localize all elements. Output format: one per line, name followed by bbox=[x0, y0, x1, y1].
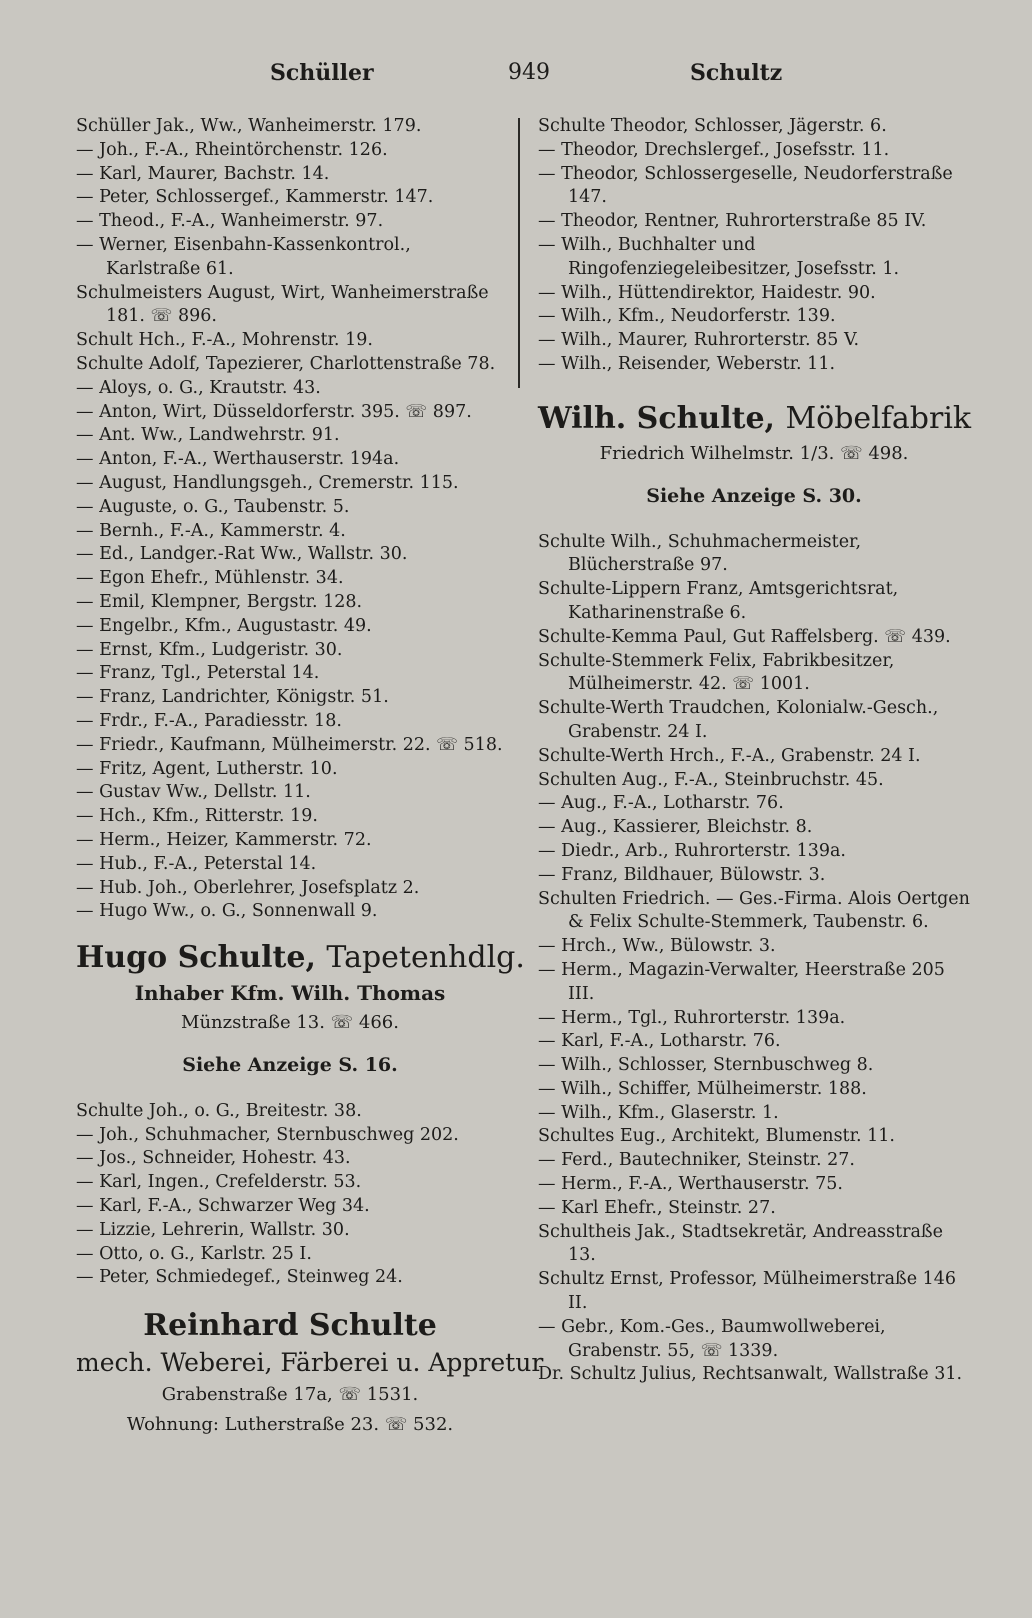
directory-entry: — Karl, F.-A., Lotharstr. 76. bbox=[538, 1031, 781, 1052]
directory-entry: — Gustav Ww., Dellstr. 11. bbox=[76, 782, 311, 803]
directory-entry: — Wilh., Kfm., Glaserstr. 1. bbox=[538, 1102, 779, 1123]
directory-entry: — Joh., Schuhmacher, Sternbuschweg 202. bbox=[76, 1124, 459, 1145]
directory-entry: — Peter, Schmiedegef., Steinweg 24. bbox=[76, 1267, 403, 1288]
ad-wilh-address: Friedrich Wilhelmstr. 1/3. ☏ 498. bbox=[599, 442, 909, 464]
ad-wilh-trade: Möbelfabrik bbox=[785, 400, 972, 436]
directory-entry: — Aloys, o. G., Krautstr. 43. bbox=[76, 377, 321, 398]
directory-entry: — Herm., Magazin-Verwalter, Heerstraße 205 III. bbox=[538, 959, 945, 1004]
directory-entry: — Frdr., F.-A., Paradiesstr. 18. bbox=[76, 710, 342, 731]
ad-hugo-see: Siehe Anzeige S. 16. bbox=[182, 1054, 398, 1077]
directory-entry: Schultz Ernst, Professor, Mülheimerstraße 146 II. bbox=[538, 1269, 957, 1314]
directory-entry: — Auguste, o. G., Taubenstr. 5. bbox=[76, 496, 350, 517]
directory-entry: — August, Handlungsgeh., Cremerstr. 115. bbox=[76, 472, 459, 493]
directory-entry: — Werner, Eisenbahn-Kassenkontrol., Karlstraße 61. bbox=[76, 234, 411, 279]
ad-wilh-name: Wilh. Schulte, bbox=[538, 400, 775, 436]
directory-entry: — Karl Ehefr., Steinstr. 27. bbox=[538, 1197, 776, 1218]
directory-entry: — Ant. Ww., Landwehrstr. 91. bbox=[76, 425, 340, 446]
directory-entry: Schulte-Werth Traudchen, Kolonialw.-Gesch., Grabenstr. 24 I. bbox=[538, 698, 939, 742]
directory-entry: Schulten Friedrich. — Ges.-Firma. Alois Oertgen & Felix Schulte-Stemmerk, Taubenstr. 6. bbox=[538, 888, 970, 933]
ad-reinhard-trade: mech. Weberei, Färberei u. Appretur bbox=[76, 1348, 544, 1378]
directory-entry: Schulten Aug., F.-A., Steinbruchstr. 45. bbox=[538, 769, 884, 790]
directory-entry: Dr. Schultz Julius, Rechtsanwalt, Wallstraße 31. bbox=[538, 1364, 963, 1385]
ad-wilh-see: Siehe Anzeige S. 30. bbox=[646, 484, 862, 507]
directory-entry: — Karl, Maurer, Bachstr. 14. bbox=[76, 163, 330, 184]
ad-hugo-address: Münzstraße 13. ☏ 466. bbox=[181, 1012, 399, 1034]
directory-entry: Schulmeisters August, Wirt, Wanheimerstraße 181. ☏ 896. bbox=[76, 282, 489, 327]
ad-hugo-schulte bbox=[76, 938, 525, 1078]
directory-entry: — Ernst, Kfm., Ludgeristr. 30. bbox=[76, 639, 343, 660]
directory-entry: — Hub. Joh., Oberlehrer, Josefsplatz 2. bbox=[76, 877, 420, 898]
directory-entry: — Hrch., Ww., Bülowstr. 3. bbox=[538, 936, 776, 957]
directory-entry: — Anton, F.-A., Werthauserstr. 194a. bbox=[76, 449, 400, 470]
page-header bbox=[0, 60, 1032, 96]
directory-entry: Schulte Joh., o. G., Breitestr. 38. bbox=[76, 1100, 362, 1121]
ad-hugo-name: Hugo Schulte, bbox=[76, 940, 316, 976]
directory-entry: — Theod., F.-A., Wanheimerstr. 97. bbox=[76, 211, 384, 232]
directory-entry: — Franz, Landrichter, Königstr. 51. bbox=[76, 687, 389, 708]
directory-entry: Schulte-Werth Hrch., F.-A., Grabenstr. 24 I. bbox=[538, 745, 921, 766]
directory-entry: — Emil, Klempner, Bergstr. 128. bbox=[76, 591, 363, 612]
directory-entry: — Theodor, Drechslergef., Josefsstr. 11. bbox=[538, 139, 890, 160]
right-column bbox=[538, 115, 970, 1387]
directory-entry: — Theodor, Rentner, Ruhrorterstraße 85 IV. bbox=[538, 211, 927, 232]
directory-entry: Schultheis Jak., Stadtsekretär, Andreasstraße 13. bbox=[538, 1221, 943, 1266]
directory-entry: — Peter, Schlossergef., Kammerstr. 147. bbox=[76, 187, 434, 208]
directory-entry: — Herm., F.-A., Werthauserstr. 75. bbox=[538, 1174, 843, 1195]
directory-entry: — Hugo Ww., o. G., Sonnenwall 9. bbox=[76, 901, 378, 922]
directory-entry: — Karl, F.-A., Schwarzer Weg 34. bbox=[76, 1196, 370, 1217]
directory-entry: — Wilh., Buchhalter und Ringofenziegeleibesitzer, Josefsstr. 1. bbox=[538, 234, 900, 279]
ad-hugo-trade: Tapetenhdlg. bbox=[326, 940, 525, 976]
directory-entry: — Karl, Ingen., Crefelderstr. 53. bbox=[76, 1172, 362, 1193]
directory-entry: — Fritz, Agent, Lutherstr. 10. bbox=[76, 758, 338, 779]
directory-entry: — Diedr., Arb., Ruhrorterstr. 139a. bbox=[538, 840, 846, 861]
directory-entry: — Anton, Wirt, Düsseldorferstr. 395. ☏ 897. bbox=[76, 401, 472, 422]
directory-entry: Schulte-Kemma Paul, Gut Raffelsberg. ☏ 439. bbox=[538, 626, 951, 647]
ad-reinhard-address: Grabenstraße 17a, ☏ 1531. bbox=[161, 1384, 419, 1406]
directory-entry: Schulte Wilh., Schuhmachermeister, Blücherstraße 97. bbox=[538, 531, 862, 576]
directory-entry: — Wilh., Kfm., Neudorferstr. 139. bbox=[538, 306, 836, 327]
left-entries-1 bbox=[76, 115, 504, 924]
directory-entry: — Aug., Kassierer, Bleichstr. 8. bbox=[538, 817, 813, 838]
directory-entry: — Hub., F.-A., Peterstal 14. bbox=[76, 853, 317, 874]
directory-entry: Schüller Jak., Ww., Wanheimerstr. 179. bbox=[76, 116, 422, 136]
directory-entry: — Herm., Tgl., Ruhrorterstr. 139a. bbox=[538, 1007, 846, 1028]
directory-entry: — Herm., Heizer, Kammerstr. 72. bbox=[76, 829, 372, 850]
directory-entry: — Wilh., Schlosser, Sternbuschweg 8. bbox=[538, 1055, 874, 1076]
directory-entry: — Joh., F.-A., Rheintörchenstr. 126. bbox=[76, 139, 388, 160]
directory-entry: — Gebr., Kom.-Ges., Baumwollweberei, Grabenstr. 55, ☏ 1339. bbox=[538, 1316, 886, 1361]
directory-entry: — Otto, o. G., Karlstr. 25 I. bbox=[76, 1243, 312, 1264]
directory-entry: — Franz, Tgl., Peterstal 14. bbox=[76, 663, 320, 684]
left-entries-2 bbox=[76, 1100, 504, 1290]
right-entries-2 bbox=[538, 531, 970, 1388]
directory-entry: — Wilh., Hüttendirektor, Haidestr. 90. bbox=[538, 282, 876, 303]
directory-entry: — Theodor, Schlossergeselle, Neudorferstraße 147. bbox=[538, 163, 953, 208]
directory-entry: — Franz, Bildhauer, Bülowstr. 3. bbox=[538, 864, 826, 885]
ad-hugo-owner: Inhaber Kfm. Wilh. Thomas bbox=[134, 981, 446, 1006]
directory-entry: — Friedr., Kaufmann, Mülheimerstr. 22. ☏ 518. bbox=[76, 734, 503, 755]
directory-entry: — Engelbr., Kfm., Augustastr. 49. bbox=[76, 615, 372, 636]
directory-entry: — Wilh., Schiffer, Mülheimerstr. 188. bbox=[538, 1078, 867, 1099]
directory-entry: Schult Hch., F.-A., Mohrenstr. 19. bbox=[76, 330, 373, 351]
header-right-word: Schultz bbox=[690, 60, 783, 86]
directory-entry: — Jos., Schneider, Hohestr. 43. bbox=[76, 1148, 351, 1169]
header-left-word: Schüller bbox=[270, 60, 374, 86]
right-entries-1 bbox=[538, 115, 970, 377]
directory-entry: Schulte-Stemmerk Felix, Fabrikbesitzer, Mülheimerstr. 42. ☏ 1001. bbox=[538, 650, 895, 695]
directory-entry: Schulte Theodor, Schlosser, Jägerstr. 6. bbox=[538, 116, 887, 136]
ad-reinhard-schulte bbox=[76, 1306, 544, 1440]
directory-entry: Schulte Adolf, Tapezierer, Charlottenstraße 78. bbox=[76, 353, 496, 374]
directory-entry: — Bernh., F.-A., Kammerstr. 4. bbox=[76, 520, 346, 541]
directory-entry: Schulte-Lippern Franz, Amtsgerichtsrat, Katharinenstraße 6. bbox=[538, 579, 899, 623]
column-divider bbox=[518, 118, 520, 388]
ad-wilh-schulte bbox=[538, 399, 970, 509]
directory-entry: — Lizzie, Lehrerin, Wallstr. 30. bbox=[76, 1219, 350, 1240]
directory-entry: Schultes Eug., Architekt, Blumenstr. 11. bbox=[538, 1126, 895, 1147]
directory-entry: — Egon Ehefr., Mühlenstr. 34. bbox=[76, 568, 344, 589]
directory-entry: — Ed., Landger.-Rat Ww., Wallstr. 30. bbox=[76, 544, 408, 565]
page-number: 949 bbox=[508, 60, 550, 85]
directory-entry: — Ferd., Bautechniker, Steinstr. 27. bbox=[538, 1150, 855, 1171]
directory-entry: — Hch., Kfm., Ritterstr. 19. bbox=[76, 806, 318, 827]
left-column bbox=[76, 115, 544, 1440]
directory-entry: — Aug., F.-A., Lotharstr. 76. bbox=[538, 793, 784, 814]
directory-entry: — Wilh., Reisender, Weberstr. 11. bbox=[538, 353, 836, 374]
ad-reinhard-residence: Wohnung: Lutherstraße 23. ☏ 532. bbox=[126, 1414, 454, 1436]
ad-reinhard-name: Reinhard Schulte bbox=[143, 1308, 437, 1344]
directory-entry: — Wilh., Maurer, Ruhrorterstr. 85 V. bbox=[538, 330, 860, 351]
